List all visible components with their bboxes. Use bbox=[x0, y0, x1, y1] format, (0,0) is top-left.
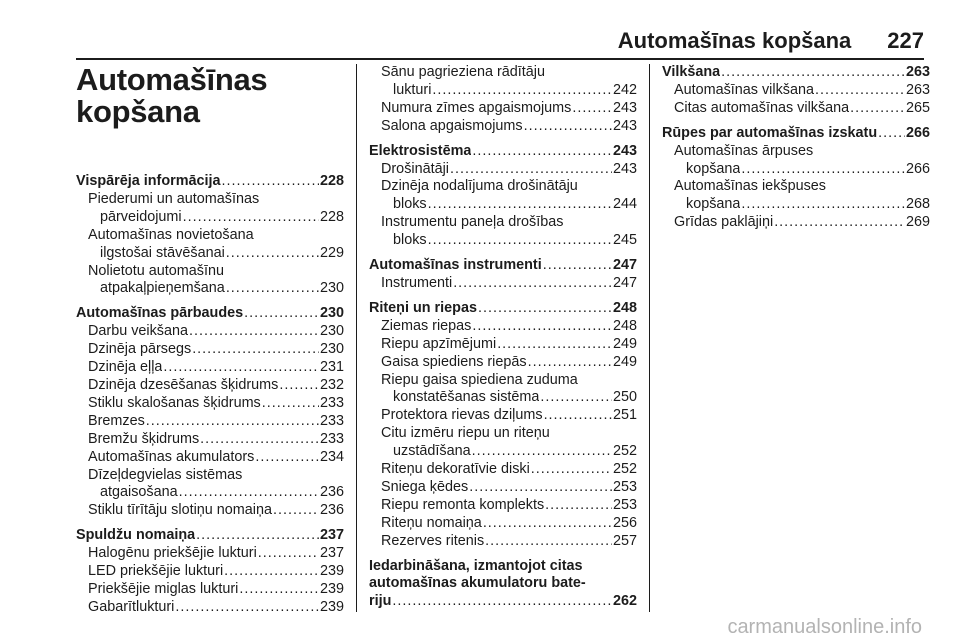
toc-section[interactable] bbox=[76, 527, 344, 545]
dot-leader bbox=[741, 196, 905, 214]
toc-entry-title: Gabarītlukturi bbox=[88, 598, 175, 615]
toc-column-1 bbox=[76, 64, 344, 617]
toc-entry[interactable] bbox=[76, 323, 344, 341]
toc-entry-title: konstatēšanas sistēma bbox=[393, 389, 540, 406]
toc-entry-title: Drošinātāji bbox=[381, 160, 449, 177]
dot-leader bbox=[179, 484, 319, 502]
toc-entry-page: 243 bbox=[612, 117, 637, 134]
toc-entry-page: 262 bbox=[612, 593, 637, 610]
toc-entry-page: 253 bbox=[612, 478, 637, 495]
toc-entry-title: Riteņi un riepas bbox=[369, 299, 477, 316]
toc-entry-line[interactable]: Automašīnas ārpuses bbox=[674, 142, 814, 159]
toc-entry-title: Stiklu skalošanas šķidrums bbox=[88, 394, 261, 411]
toc-entry[interactable] bbox=[76, 449, 344, 467]
toc-entry[interactable] bbox=[369, 336, 637, 354]
toc-entry-title: Riteņu dekoratīvie diski bbox=[381, 461, 530, 478]
toc-entry-page: 243 bbox=[612, 160, 637, 177]
toc-entry[interactable] bbox=[369, 407, 637, 425]
dot-leader bbox=[450, 161, 612, 179]
toc-entry-page: 266 bbox=[905, 160, 930, 177]
toc-entry[interactable] bbox=[76, 502, 344, 520]
toc-entry[interactable] bbox=[76, 431, 344, 449]
dot-leader bbox=[472, 443, 612, 461]
dot-leader bbox=[478, 300, 612, 318]
toc-entry-title: lukturi bbox=[393, 81, 432, 98]
toc-entry-page: 231 bbox=[319, 359, 344, 376]
toc-entry-page: 265 bbox=[905, 99, 930, 116]
toc-entry-title: Riepu remonta komplekts bbox=[381, 496, 545, 513]
toc-entry-page: 236 bbox=[319, 484, 344, 501]
toc-entry-line[interactable]: Citu izmēru riepu un riteņu bbox=[381, 425, 550, 442]
dot-leader bbox=[239, 581, 319, 599]
toc-list-2 bbox=[369, 64, 637, 611]
toc-entry-page: 230 bbox=[319, 280, 344, 297]
toc-entry-line[interactable]: Sānu pagrieziena rādītāju bbox=[381, 64, 546, 80]
toc-entry-page: 268 bbox=[905, 196, 930, 213]
toc-entry-line[interactable]: Automašīnas iekšpuses bbox=[674, 178, 826, 195]
dot-leader bbox=[146, 413, 319, 431]
dot-leader bbox=[540, 389, 612, 407]
toc-entry-page: 256 bbox=[612, 514, 637, 531]
toc-section-line[interactable]: Iedarbināšana, izmantojot citas bbox=[369, 557, 583, 574]
toc-entry-title: Dzinēja pārsegs bbox=[88, 341, 192, 358]
toc-entry-page: 253 bbox=[612, 496, 637, 513]
toc-entry[interactable] bbox=[369, 82, 637, 100]
toc-entry-page: 233 bbox=[319, 394, 344, 411]
toc-entry-page: 228 bbox=[319, 208, 344, 225]
toc-entry-page: 252 bbox=[612, 461, 637, 478]
dot-leader bbox=[392, 593, 612, 611]
toc-entry-page: 248 bbox=[612, 317, 637, 334]
toc-entry[interactable] bbox=[76, 359, 344, 377]
dot-leader bbox=[262, 395, 319, 413]
toc-list-3 bbox=[662, 64, 930, 232]
dot-leader bbox=[472, 318, 612, 336]
toc-entry-line[interactable]: Dzinēja nodalījuma drošinātāju bbox=[381, 178, 578, 195]
toc-entry-title: Halogēnu priekšējie lukturi bbox=[88, 545, 257, 562]
toc-entry[interactable] bbox=[76, 581, 344, 599]
toc-entry[interactable] bbox=[76, 377, 344, 395]
toc-entry-page: 249 bbox=[612, 335, 637, 352]
toc-entry[interactable] bbox=[369, 497, 637, 515]
toc-entry-title: atgaisošana bbox=[100, 484, 178, 501]
toc-entry[interactable] bbox=[76, 484, 344, 502]
column-divider bbox=[649, 64, 650, 612]
dot-leader bbox=[721, 64, 905, 82]
toc-entry-page: 263 bbox=[905, 64, 930, 80]
toc-entry-page: 243 bbox=[612, 142, 637, 159]
toc-entry-line[interactable]: Automašīnas novietošana bbox=[88, 226, 254, 243]
dot-leader bbox=[192, 341, 319, 359]
toc-column-3 bbox=[662, 64, 930, 232]
toc-entry-page: 251 bbox=[612, 407, 637, 424]
toc-entry-title: Stiklu tīrītāju slotiņu nomaiņa bbox=[88, 502, 272, 519]
dot-leader bbox=[469, 479, 612, 497]
toc-section[interactable] bbox=[369, 300, 637, 318]
toc-entry-title: Elektrosistēma bbox=[369, 142, 472, 159]
toc-entry-title: Riteņu nomaiņa bbox=[381, 514, 482, 531]
watermark: carmanualsonline.info bbox=[727, 616, 922, 638]
dot-leader bbox=[528, 354, 612, 372]
toc-entry[interactable] bbox=[369, 515, 637, 533]
toc-entry-page: 250 bbox=[612, 389, 637, 406]
dot-leader bbox=[543, 257, 612, 275]
toc-section[interactable] bbox=[369, 257, 637, 275]
toc-entry-line[interactable]: Instrumentu paneļa drošības bbox=[381, 214, 564, 231]
toc-entry-title: Rūpes par automašīnas izskatu bbox=[662, 124, 878, 141]
dot-leader bbox=[244, 305, 319, 323]
dot-leader bbox=[196, 527, 319, 545]
dot-leader bbox=[279, 377, 319, 395]
dot-leader bbox=[258, 545, 319, 563]
toc-entry-page: 245 bbox=[612, 232, 637, 249]
toc-entry-title: Automašīnas pārbaudes bbox=[76, 305, 244, 322]
toc-entry[interactable] bbox=[369, 443, 637, 461]
toc-entry-title: Grīdas paklājiņi bbox=[674, 214, 774, 231]
toc-column-2 bbox=[369, 64, 637, 611]
toc-entry-page: 239 bbox=[319, 598, 344, 615]
toc-entry[interactable] bbox=[369, 354, 637, 372]
toc-entry-page: 239 bbox=[319, 580, 344, 597]
dot-leader bbox=[531, 461, 612, 479]
toc-entry-title: uzstādīšana bbox=[393, 443, 471, 460]
dot-leader bbox=[524, 118, 612, 136]
toc-entry[interactable] bbox=[369, 533, 637, 551]
toc-entry-title: Sniega ķēdes bbox=[381, 478, 469, 495]
running-header-title: Automašīnas kopšana bbox=[617, 28, 852, 53]
toc-entry-page: 230 bbox=[319, 305, 344, 322]
toc-entry-page: 233 bbox=[319, 412, 344, 429]
toc-entry-title: Instrumenti bbox=[381, 274, 453, 291]
toc-entry-title: Darbu veikšana bbox=[88, 323, 188, 340]
toc-entry-page: 249 bbox=[612, 353, 637, 370]
toc-entry[interactable] bbox=[662, 214, 930, 232]
toc-entry-page: 237 bbox=[319, 527, 344, 544]
toc-entry-title: pārveidojumi bbox=[100, 208, 182, 225]
toc-entry[interactable] bbox=[76, 545, 344, 563]
toc-entry-page: 230 bbox=[319, 341, 344, 358]
dot-leader bbox=[545, 497, 612, 515]
toc-entry-title: bloks bbox=[393, 232, 427, 249]
dot-leader bbox=[815, 82, 905, 100]
toc-entry-title: riju bbox=[369, 593, 392, 610]
page-number: 227 bbox=[887, 28, 924, 53]
toc-section[interactable] bbox=[662, 64, 930, 82]
running-header bbox=[618, 28, 924, 54]
toc-entry[interactable] bbox=[369, 318, 637, 336]
dot-leader bbox=[453, 275, 612, 293]
toc-entry[interactable] bbox=[662, 100, 930, 118]
toc-entry-page: 247 bbox=[612, 274, 637, 291]
toc-section-line[interactable]: automašīnas akumulatoru bate- bbox=[369, 575, 586, 592]
toc-entry-page: 252 bbox=[612, 443, 637, 460]
toc-entry-page: 233 bbox=[319, 430, 344, 447]
toc-entry-line[interactable]: Dīzeļdegvielas sistēmas bbox=[88, 466, 243, 483]
dot-leader bbox=[189, 323, 319, 341]
toc-section[interactable] bbox=[76, 305, 344, 323]
toc-list-1 bbox=[76, 173, 344, 617]
toc-entry-title: Gaisa spiediens riepās bbox=[381, 353, 527, 370]
toc-entry-title: atpakaļpieņemšana bbox=[100, 280, 225, 297]
dot-leader bbox=[497, 336, 612, 354]
dot-leader bbox=[226, 280, 319, 298]
dot-leader bbox=[175, 599, 319, 617]
dot-leader bbox=[432, 82, 612, 100]
chapter-title-line-2: kopšana bbox=[76, 94, 200, 129]
toc-entry-title: Vilkšana bbox=[662, 64, 721, 80]
toc-entry-title: Automašīnas akumulators bbox=[88, 448, 255, 465]
toc-entry-title: ilgstošai stāvēšanai bbox=[100, 244, 225, 261]
toc-entry-title: kopšana bbox=[686, 160, 741, 177]
dot-leader bbox=[428, 196, 612, 214]
toc-entry-page: 247 bbox=[612, 257, 637, 274]
toc-entry-page: 269 bbox=[905, 214, 930, 231]
toc-entry[interactable] bbox=[369, 275, 637, 293]
toc-entry-title: Protektora rievas dziļums bbox=[381, 407, 543, 424]
toc-entry-page: 248 bbox=[612, 299, 637, 316]
dot-leader bbox=[183, 209, 319, 227]
toc-entry[interactable] bbox=[76, 280, 344, 298]
toc-entry[interactable] bbox=[76, 209, 344, 227]
dot-leader bbox=[544, 407, 612, 425]
dot-leader bbox=[483, 515, 612, 533]
toc-entry-page: 239 bbox=[319, 563, 344, 580]
toc-entry-page: 229 bbox=[319, 244, 344, 261]
toc-entry-title: Automašīnas instrumenti bbox=[369, 257, 542, 274]
dot-leader bbox=[741, 161, 905, 179]
toc-entry-page: 266 bbox=[905, 124, 930, 141]
toc-entry-page: 230 bbox=[319, 323, 344, 340]
chapter-title bbox=[76, 64, 344, 128]
toc-entry-title: Rezerves ritenis bbox=[381, 532, 485, 549]
toc-entry-line[interactable]: Riepu gaisa spiediena zuduma bbox=[381, 371, 578, 388]
dot-leader bbox=[200, 431, 319, 449]
toc-entry-title: Bremžu šķidrums bbox=[88, 430, 200, 447]
toc-entry[interactable] bbox=[369, 479, 637, 497]
toc-entry[interactable] bbox=[369, 100, 637, 118]
toc-entry-page: 243 bbox=[612, 99, 637, 116]
toc-entry[interactable] bbox=[369, 389, 637, 407]
toc-entry[interactable] bbox=[76, 563, 344, 581]
toc-entry-page: 234 bbox=[319, 448, 344, 465]
dot-leader bbox=[572, 100, 612, 118]
toc-entry-title: Vispārēja informācija bbox=[76, 173, 221, 189]
toc-entry-title: LED priekšējie lukturi bbox=[88, 563, 224, 580]
toc-entry[interactable] bbox=[76, 245, 344, 263]
dot-leader bbox=[226, 245, 319, 263]
toc-entry-title: Spuldžu nomaiņa bbox=[76, 527, 196, 544]
dot-leader bbox=[850, 100, 905, 118]
toc-entry[interactable] bbox=[662, 196, 930, 214]
toc-section[interactable] bbox=[662, 125, 930, 143]
chapter-title-line-1: Automašīnas bbox=[76, 62, 268, 97]
dot-leader bbox=[428, 232, 612, 250]
toc-entry-page: 244 bbox=[612, 196, 637, 213]
toc-entry-page: 263 bbox=[905, 81, 930, 98]
toc-entry[interactable] bbox=[369, 161, 637, 179]
toc-entry-page: 236 bbox=[319, 502, 344, 519]
toc-entry-title: Dzinēja dzesēšanas šķidrums bbox=[88, 376, 279, 393]
toc-entry[interactable] bbox=[369, 196, 637, 214]
toc-entry-page: 232 bbox=[319, 376, 344, 393]
toc-entry-title: kopšana bbox=[686, 196, 741, 213]
dot-leader bbox=[224, 563, 319, 581]
column-divider bbox=[356, 64, 357, 612]
toc-entry-title: Priekšējie miglas lukturi bbox=[88, 580, 239, 597]
toc-entry-title: bloks bbox=[393, 196, 427, 213]
dot-leader bbox=[878, 125, 905, 143]
toc-entry[interactable] bbox=[369, 118, 637, 136]
toc-entry-line[interactable]: Nolietotu automašīnu bbox=[88, 262, 224, 279]
toc-entry[interactable] bbox=[369, 232, 637, 250]
dot-leader bbox=[163, 359, 319, 377]
dot-leader bbox=[255, 449, 319, 467]
toc-entry-title: Dzinēja eļļa bbox=[88, 359, 163, 376]
dot-leader bbox=[485, 533, 612, 551]
toc-entry-title: Bremzes bbox=[88, 412, 145, 429]
toc-entry-page: 257 bbox=[612, 532, 637, 549]
toc-section[interactable] bbox=[369, 593, 637, 611]
toc-entry[interactable] bbox=[662, 161, 930, 179]
toc-entry-title: Riepu apzīmējumi bbox=[381, 335, 497, 352]
toc-section[interactable] bbox=[369, 143, 637, 161]
toc-entry-page: 228 bbox=[319, 173, 344, 189]
toc-section[interactable] bbox=[76, 173, 344, 191]
dot-leader bbox=[472, 143, 612, 161]
toc-entry-line[interactable]: Piederumi un automašīnas bbox=[88, 190, 260, 207]
toc-entry[interactable] bbox=[662, 82, 930, 100]
toc-entry[interactable] bbox=[76, 341, 344, 359]
toc-entry[interactable] bbox=[76, 395, 344, 413]
toc-entry[interactable] bbox=[369, 461, 637, 479]
toc-entry-title: Salona apgaismojums bbox=[381, 117, 523, 134]
toc-entry-page: 242 bbox=[612, 81, 637, 98]
toc-entry-title: Ziemas riepas bbox=[381, 317, 472, 334]
toc-entry-title: Numura zīmes apgaismojums bbox=[381, 99, 572, 116]
dot-leader bbox=[273, 502, 319, 520]
dot-leader bbox=[222, 173, 319, 191]
toc-entry-title: Automašīnas vilkšana bbox=[674, 81, 814, 98]
toc-entry[interactable] bbox=[76, 599, 344, 617]
toc-entry-page: 237 bbox=[319, 545, 344, 562]
header-rule bbox=[76, 58, 924, 60]
dot-leader bbox=[774, 214, 905, 232]
toc-entry-title: Citas automašīnas vilkšana bbox=[674, 99, 850, 116]
toc-entry[interactable] bbox=[76, 413, 344, 431]
